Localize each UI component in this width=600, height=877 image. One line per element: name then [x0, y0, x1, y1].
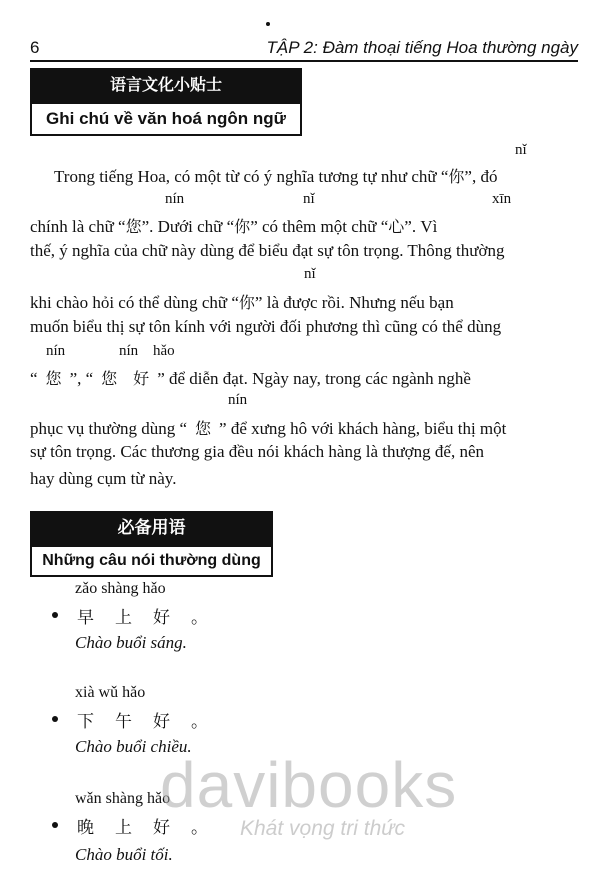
phrase-hanzi: 下午好。	[77, 712, 229, 732]
hanzi-char: 您	[101, 369, 118, 388]
phrase-meaning: Chào buổi sáng.	[75, 633, 187, 652]
paragraph-line: thế, ý nghĩa của chữ này dùng để biểu đạt sự tôn trọng. Thông thường	[30, 241, 505, 260]
hanzi-char: 心	[388, 217, 405, 236]
pinyin-annotation: nín	[228, 392, 248, 408]
bullet-icon	[52, 822, 58, 828]
page-number: 6	[30, 38, 40, 57]
header-ornament-dot	[266, 22, 270, 26]
pinyin-annotation: nǐ	[304, 266, 316, 282]
section1-title-vi: Ghi chú về văn hoá ngôn ngữ	[30, 102, 302, 136]
phrase-pinyin: xià wǔ hǎo	[75, 684, 146, 701]
hanzi-char: 您	[125, 217, 142, 236]
pinyin-annotation: hǎo	[153, 343, 175, 359]
pinyin-annotation: nín	[165, 191, 185, 207]
phrase-hanzi: 晚上好。	[77, 818, 229, 838]
phrase-meaning: Chào buổi tối.	[75, 845, 173, 864]
paragraph-line: Trong tiếng Hoa, có một từ có ý nghĩa tương tự như chữ “你”, đó	[54, 167, 498, 186]
bullet-icon	[52, 716, 58, 722]
pinyin-annotation: nín	[119, 343, 139, 359]
paragraph-line: khi chào hỏi có thể dùng chữ “你” là được rồi. Nhưng nếu bạn	[30, 293, 454, 312]
paragraph-line: muốn biểu thị sự tôn kính với người đối phương thì cũng có thể dùng	[30, 317, 502, 336]
pinyin-annotation: nín	[46, 343, 66, 359]
phrase-pinyin: wǎn shàng hǎo	[75, 790, 171, 807]
phrase-pinyin: zǎo shàng hǎo	[75, 580, 166, 597]
paragraph-line: sự tôn trọng. Các thương gia đều nói khách hàng là thượng đế, nên	[30, 442, 485, 461]
pinyin-annotation: xīn	[492, 191, 512, 207]
pinyin-annotation: nǐ	[303, 191, 315, 207]
hanzi-char: 你	[238, 293, 255, 312]
watermark-logo: davibooks	[160, 749, 458, 821]
phrase-meaning: Chào buổi chiều.	[75, 737, 192, 756]
hanzi-char: 你	[448, 167, 465, 186]
paragraph-line: phục vụ thường dùng “ 您 ” để xưng hô với khách hàng, biểu thị một	[30, 419, 507, 438]
hanzi-char: 您	[195, 419, 212, 438]
paragraph-line: hay dùng cụm từ này.	[30, 469, 177, 488]
bullet-icon	[52, 612, 58, 618]
hanzi-char: 你	[234, 217, 251, 236]
hanzi-char: 好	[133, 369, 150, 388]
phrase-hanzi: 早上好。	[77, 608, 229, 628]
section1-title-zh: 语言文化小贴士	[30, 68, 302, 102]
hanzi-char: 您	[45, 369, 62, 388]
watermark-tagline: Khát vọng tri thức	[240, 817, 406, 840]
section2-title-vi: Những câu nói thường dùng	[30, 545, 273, 577]
running-title: TẬP 2: Đàm thoại tiếng Hoa thường ngày	[266, 38, 578, 57]
paragraph-line: “ 您 ”, “ 您 好 ” để diễn đạt. Ngày nay, trong các ngành nghề	[30, 369, 471, 388]
pinyin-annotation: nǐ	[515, 142, 527, 158]
paragraph-line: chính là chữ “您”. Dưới chữ “你” có thêm một chữ “心”. Vì	[30, 217, 438, 236]
section2-title-zh: 必备用语	[30, 511, 273, 545]
header-rule	[30, 60, 578, 62]
